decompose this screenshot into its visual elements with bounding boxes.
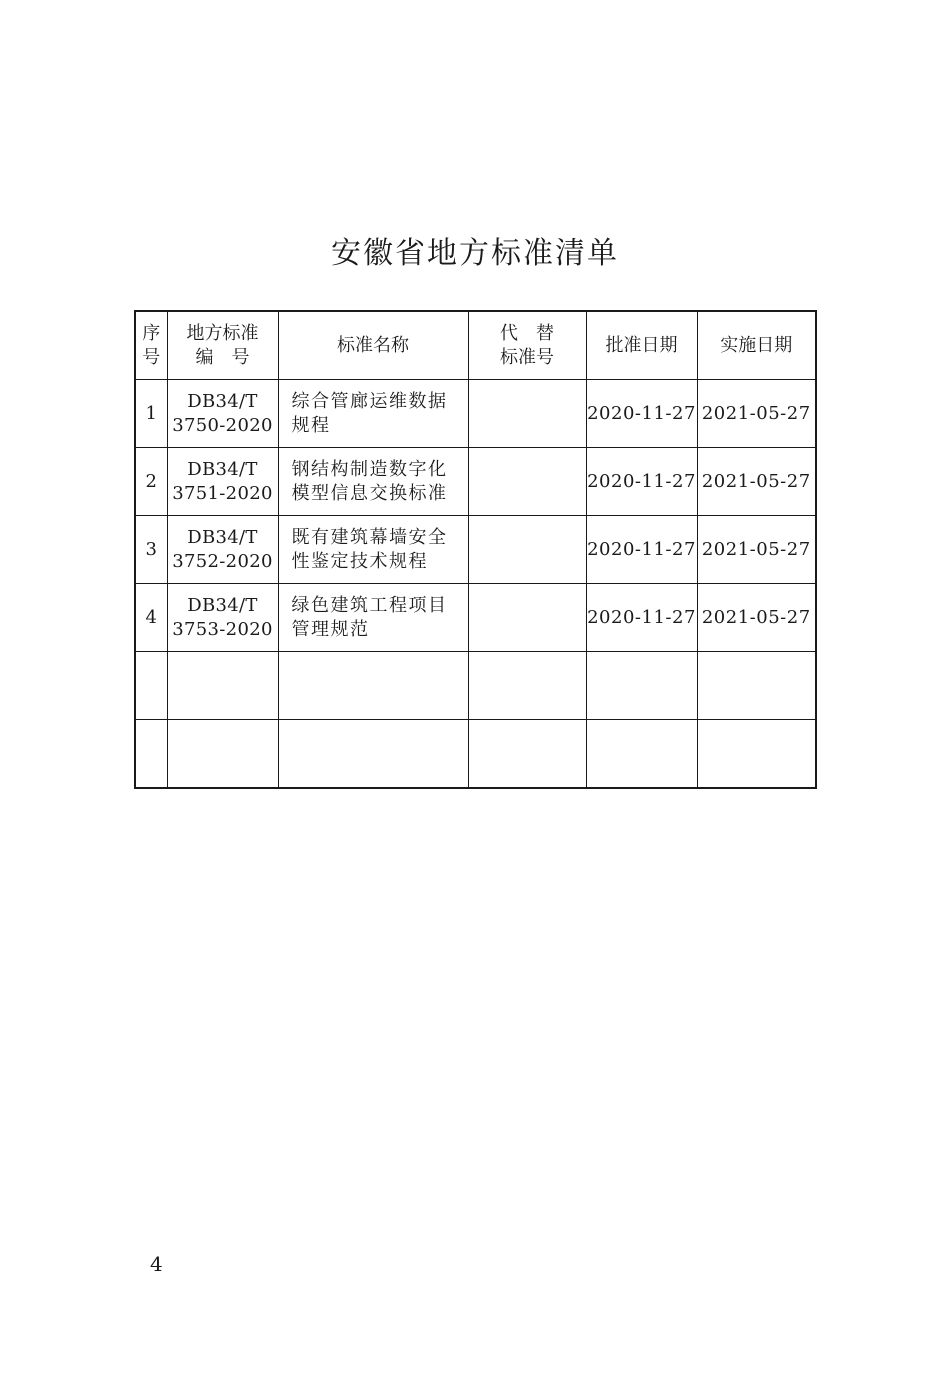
- cell-approval-date: 2020-11-27: [586, 380, 697, 448]
- cell-empty: [278, 720, 468, 789]
- table-row-empty: [135, 720, 816, 789]
- cell-empty: [586, 720, 697, 789]
- cell-seq: 4: [135, 584, 167, 652]
- cell-seq: 3: [135, 516, 167, 584]
- header-effective-date: 实施日期: [697, 311, 816, 380]
- cell-approval-date: 2020-11-27: [586, 516, 697, 584]
- cell-approval-date: 2020-11-27: [586, 448, 697, 516]
- cell-replace: [468, 584, 586, 652]
- cell-effective-date: 2021-05-27: [697, 380, 816, 448]
- cell-effective-date: 2021-05-27: [697, 448, 816, 516]
- cell-code: DB34/T 3752-2020: [167, 516, 278, 584]
- table-row: [135, 448, 816, 516]
- header-name: 标准名称: [278, 311, 468, 380]
- table-row-empty: [135, 652, 816, 720]
- page-number: 4: [150, 1252, 163, 1276]
- cell-code: DB34/T 3751-2020: [167, 448, 278, 516]
- cell-empty: [278, 652, 468, 720]
- cell-seq: 1: [135, 380, 167, 448]
- cell-name: 绿色建筑工程项目 管理规范: [278, 584, 468, 652]
- cell-replace: [468, 380, 586, 448]
- cell-empty: [167, 652, 278, 720]
- page-title: 安徽省地方标准清单: [331, 236, 619, 271]
- standards-table: [134, 310, 817, 789]
- cell-empty: [468, 652, 586, 720]
- table-row: [135, 516, 816, 584]
- cell-name: 综合管廊运维数据 规程: [278, 380, 468, 448]
- header-replace: 代 替 标准号: [468, 311, 586, 380]
- cell-effective-date: 2021-05-27: [697, 584, 816, 652]
- table-row: [135, 380, 816, 448]
- cell-code: DB34/T 3750-2020: [167, 380, 278, 448]
- cell-name: 既有建筑幕墙安全 性鉴定技术规程: [278, 516, 468, 584]
- cell-name: 钢结构制造数字化 模型信息交换标准: [278, 448, 468, 516]
- cell-empty: [135, 720, 167, 789]
- cell-replace: [468, 516, 586, 584]
- cell-approval-date: 2020-11-27: [586, 584, 697, 652]
- header-code: 地方标准 编 号: [167, 311, 278, 380]
- table-row: [135, 584, 816, 652]
- cell-empty: [697, 720, 816, 789]
- header-seq: 序 号: [135, 311, 167, 380]
- table-header-row: [135, 311, 816, 380]
- cell-seq: 2: [135, 448, 167, 516]
- cell-empty: [697, 652, 816, 720]
- cell-empty: [586, 652, 697, 720]
- cell-empty: [135, 652, 167, 720]
- header-approval-date: 批准日期: [586, 311, 697, 380]
- cell-effective-date: 2021-05-27: [697, 516, 816, 584]
- cell-code: DB34/T 3753-2020: [167, 584, 278, 652]
- cell-empty: [468, 720, 586, 789]
- cell-replace: [468, 448, 586, 516]
- cell-empty: [167, 720, 278, 789]
